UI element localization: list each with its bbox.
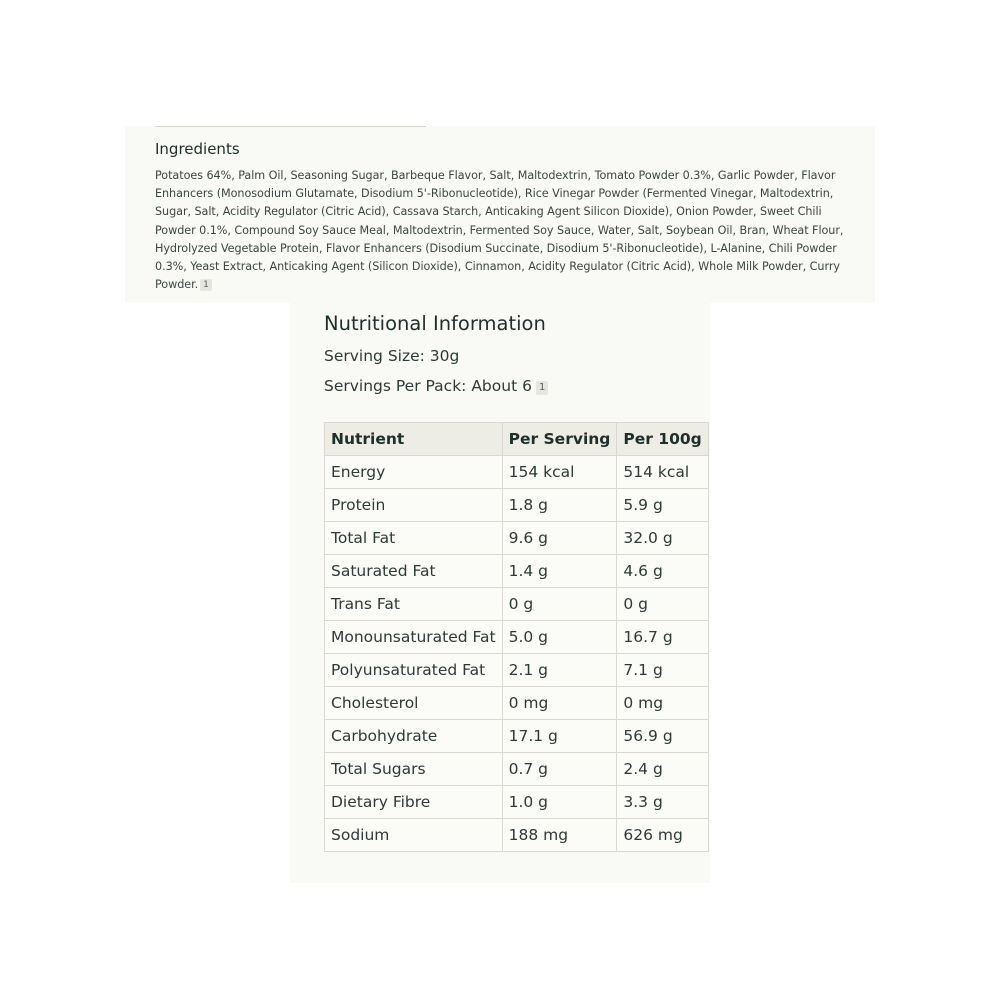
ingredients-text: [155, 167, 850, 294]
per-serving-cell: 0 g: [502, 588, 617, 621]
nutrient-cell: Sodium: [325, 819, 503, 852]
nutrient-cell: Total Fat: [325, 522, 503, 555]
nutrition-title: Nutritional Information: [324, 312, 546, 335]
table-row: [325, 753, 709, 786]
column-header: Per 100g: [617, 423, 708, 456]
nutrient-cell: Saturated Fat: [325, 555, 503, 588]
per-100g-cell: 5.9 g: [617, 489, 708, 522]
per-100g-cell: 7.1 g: [617, 654, 708, 687]
nutrition-section: [290, 303, 710, 883]
column-header: Nutrient: [325, 423, 503, 456]
nutrition-table: [324, 422, 709, 852]
table-row: [325, 489, 709, 522]
table-row: [325, 819, 709, 852]
footnote-marker[interactable]: 1: [536, 381, 548, 395]
nutrient-cell: Energy: [325, 456, 503, 489]
serving-size: Serving Size: 30g: [324, 347, 460, 365]
per-serving-cell: 2.1 g: [502, 654, 617, 687]
nutrient-cell: Polyunsaturated Fat: [325, 654, 503, 687]
per-serving-cell: 0.7 g: [502, 753, 617, 786]
table-row: [325, 786, 709, 819]
servings-per-pack: [324, 377, 548, 395]
per-100g-cell: 626 mg: [617, 819, 708, 852]
table-row: [325, 522, 709, 555]
nutrient-cell: Trans Fat: [325, 588, 503, 621]
table-header-row: [325, 423, 709, 456]
nutrient-cell: Dietary Fibre: [325, 786, 503, 819]
nutrient-cell: Cholesterol: [325, 687, 503, 720]
table-row: [325, 654, 709, 687]
per-serving-cell: 5.0 g: [502, 621, 617, 654]
per-serving-cell: 9.6 g: [502, 522, 617, 555]
per-serving-cell: 1.4 g: [502, 555, 617, 588]
ingredients-section: [125, 126, 875, 303]
per-serving-cell: 188 mg: [502, 819, 617, 852]
per-100g-cell: 32.0 g: [617, 522, 708, 555]
per-100g-cell: 514 kcal: [617, 456, 708, 489]
ingredients-title: Ingredients: [155, 140, 240, 158]
per-serving-cell: 0 mg: [502, 687, 617, 720]
nutrient-cell: Carbohydrate: [325, 720, 503, 753]
table-row: [325, 456, 709, 489]
per-serving-cell: 1.8 g: [502, 489, 617, 522]
per-serving-cell: 154 kcal: [502, 456, 617, 489]
per-100g-cell: 2.4 g: [617, 753, 708, 786]
table-row: [325, 555, 709, 588]
per-100g-cell: 16.7 g: [617, 621, 708, 654]
per-serving-cell: 17.1 g: [502, 720, 617, 753]
per-100g-cell: 56.9 g: [617, 720, 708, 753]
per-serving-cell: 1.0 g: [502, 786, 617, 819]
table-row: [325, 621, 709, 654]
footnote-marker[interactable]: 1: [200, 279, 212, 291]
table-row: [325, 720, 709, 753]
nutrient-cell: Total Sugars: [325, 753, 503, 786]
per-100g-cell: 0 g: [617, 588, 708, 621]
per-100g-cell: 4.6 g: [617, 555, 708, 588]
nutrient-cell: Protein: [325, 489, 503, 522]
ingredients-list: Potatoes 64%, Palm Oil, Seasoning Sugar, Barbeque Flavor, Salt, Maltodextrin, Tomato Powder 0.3%, Garlic Powder, Flavor Enhancers (Monosodium Glutamate, Disodium 5'-Ribonucleotide), Rice Vinegar Powder (Fermented Vinegar, Maltodextrin, Sugar, Salt, Acidity Regulator (Citric Acid), Cassava Starch, Anticaking Agent Silicon Dioxide), Onion Powder, Sweet Chili Powder 0.1%, Compound Soy Sauce Meal, Maltodextrin, Fermented Soy Sauce, Water, Salt, Soybean Oil, Bran, Wheat Flour, Hydrolyzed Vegetable Protein, Flavor Enhancers (Disodium Succinate, Disodium 5'-Ribonucleotide), L-Alanine, Chili Powder 0.3%, Yeast Extract, Anticaking Agent (Silicon Dioxide), Cinnamon, Acidity Regulator (Citric Acid), Whole Milk Powder, Curry Powder.: [155, 169, 844, 292]
table-row: [325, 687, 709, 720]
column-header: Per Serving: [502, 423, 617, 456]
divider: [155, 126, 426, 127]
per-100g-cell: 3.3 g: [617, 786, 708, 819]
table-row: [325, 588, 709, 621]
servings-per-pack-text: Servings Per Pack: About 6: [324, 377, 532, 395]
per-100g-cell: 0 mg: [617, 687, 708, 720]
nutrient-cell: Monounsaturated Fat: [325, 621, 503, 654]
